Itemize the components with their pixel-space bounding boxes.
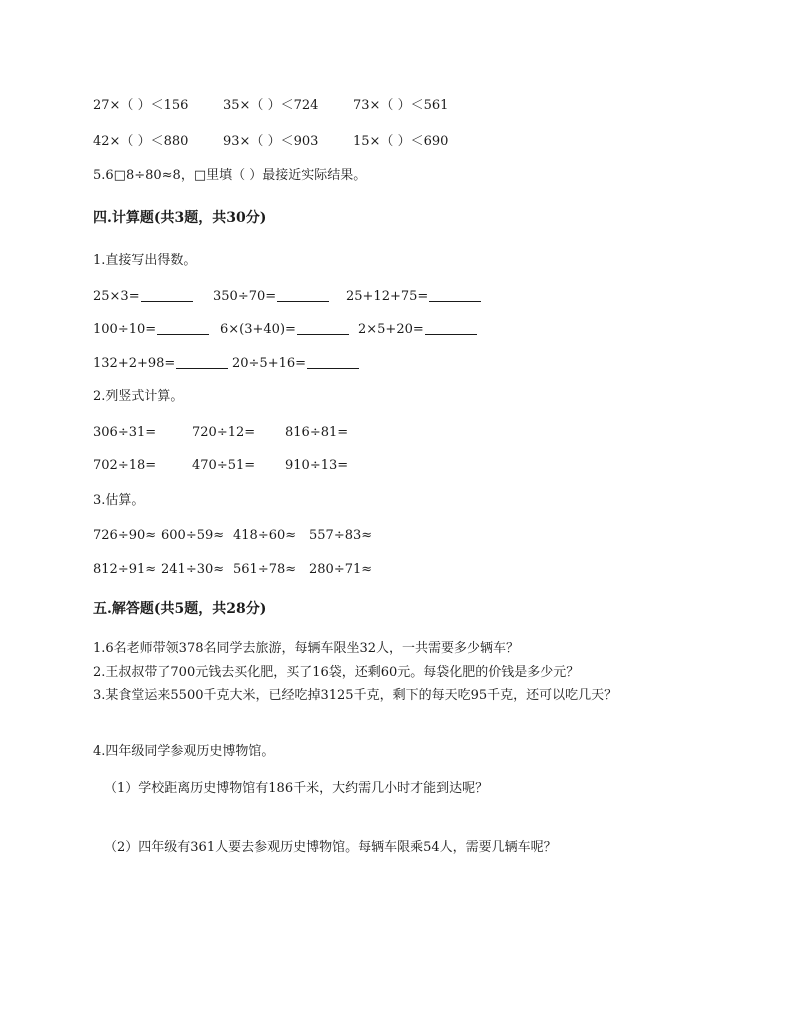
compare-item: 27×（ ）＜156 (93, 98, 189, 113)
compare-item: 15×（ ）＜690 (353, 134, 449, 149)
vertical-calc-item: 470÷51= (192, 458, 256, 473)
vertical-calc-item: 702÷18= (93, 458, 157, 473)
vertical-calc-item: 816÷81= (285, 425, 349, 440)
estimate-item: 280÷71≈ (309, 562, 373, 577)
calc-item (213, 288, 329, 304)
calc-item (93, 355, 228, 371)
calc-item (346, 288, 481, 304)
compare-item: 42×（ ）＜880 (93, 134, 189, 149)
calc-expression: 25+12+75= (346, 289, 429, 304)
word-problem-4-part-2: （2）四年级有361人要去参观历史博物馆。每辆车限乘54人，需要几辆车呢？ (104, 840, 557, 855)
answer-blank[interactable] (141, 288, 193, 302)
answer-blank[interactable] (297, 321, 349, 335)
section-4-heading: 四.计算题(共3题，共30分) (93, 210, 267, 226)
calc-expression: 350÷70= (213, 289, 277, 304)
compare-item: 35×（ ）＜724 (223, 98, 319, 113)
vertical-calc-item: 720÷12= (192, 425, 256, 440)
calc-q1-title: 1.直接写出得数。 (93, 253, 197, 268)
calc-q3-title: 3.估算。 (93, 493, 145, 508)
calc-item (93, 321, 209, 337)
estimate-item: 557÷83≈ (309, 528, 373, 543)
vertical-calc-item: 306÷31= (93, 425, 157, 440)
calc-expression: 100÷10= (93, 322, 157, 337)
calc-expression: 2×5+20= (358, 322, 424, 337)
estimate-item: 600÷59≈ (161, 528, 225, 543)
calc-item (220, 321, 349, 337)
compare-item: 93×（ ）＜903 (223, 134, 319, 149)
calc-expression: 6×(3+40)= (220, 322, 296, 337)
answer-blank[interactable] (176, 355, 228, 369)
answer-blank[interactable] (157, 321, 209, 335)
calc-expression: 25×3= (93, 289, 140, 304)
answer-blank[interactable] (429, 288, 481, 302)
answer-blank[interactable] (277, 288, 329, 302)
calc-q2-title: 2.列竖式计算。 (93, 389, 184, 404)
estimate-item: 726÷90≈ (93, 528, 157, 543)
calc-item (93, 288, 193, 304)
question-5: 5.6□8÷80≈8，□里填（ ）最接近实际结果。 (93, 168, 367, 183)
word-problem-4-part-1: （1）学校距离历史博物馆有186千米，大约需几小时才能到达呢？ (104, 781, 489, 796)
answer-blank[interactable] (425, 321, 477, 335)
estimate-item: 241÷30≈ (161, 562, 225, 577)
word-problem-1: 1.6名老师带领378名同学去旅游，每辆车限坐32人，一共需要多少辆车？ (93, 641, 520, 656)
vertical-calc-item: 910÷13= (285, 458, 349, 473)
section-5-heading: 五.解答题(共5题，共28分) (93, 601, 267, 617)
estimate-item: 418÷60≈ (233, 528, 297, 543)
word-problem-3: 3.某食堂运来5500千克大米，已经吃掉3125千克，剩下的每天吃95千克，还可以吃几天？ (93, 688, 618, 703)
answer-blank[interactable] (307, 355, 359, 369)
estimate-item: 561÷78≈ (233, 562, 297, 577)
compare-item: 73×（ ）＜561 (353, 98, 449, 113)
word-problem-4: 4.四年级同学参观历史博物馆。 (93, 744, 275, 759)
estimate-item: 812÷91≈ (93, 562, 157, 577)
calc-item (358, 321, 477, 337)
calc-expression: 20÷5+16= (232, 356, 307, 371)
calc-expression: 132+2+98= (93, 356, 176, 371)
word-problem-2: 2.王叔叔带了700元钱去买化肥，买了16袋，还剩60元。每袋化肥的价钱是多少元？ (93, 665, 580, 680)
calc-item (232, 355, 359, 371)
